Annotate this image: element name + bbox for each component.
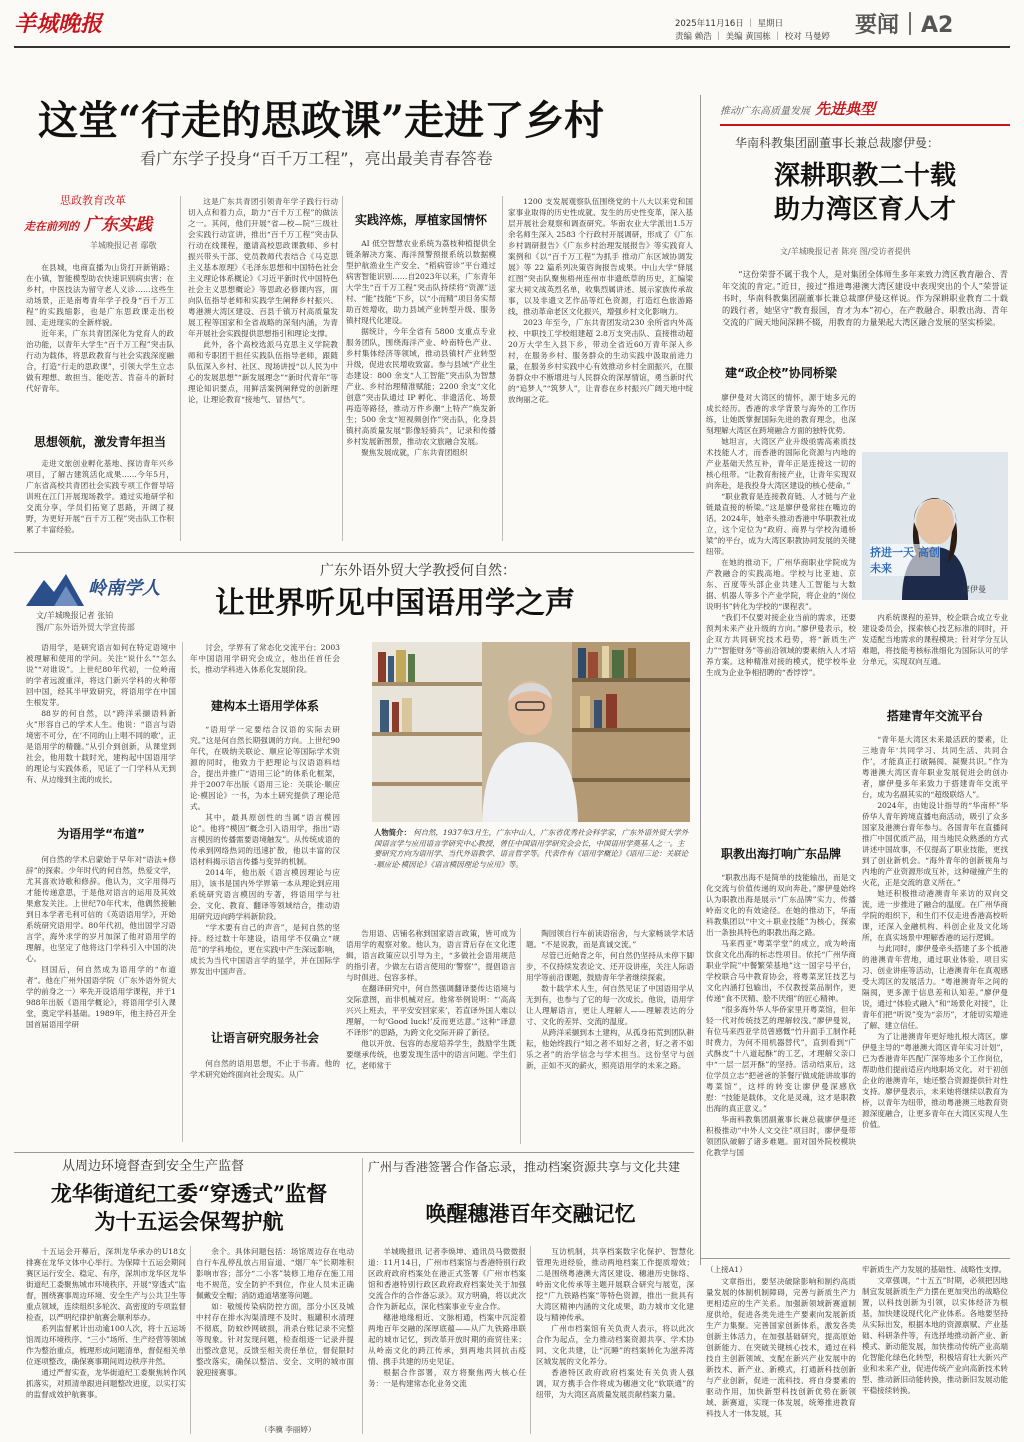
lingnan-paragraph: 告用语、店铺名称到国家语言政策，皆可成为语用学的观察对象。他认为，语言背后存在文化逻辑，语言政策应以引导为主，“多做社会语用规范的指引者，少做左右语言使用的‘警察’”，提倡语言与时俱进、包容多样。	[346, 929, 516, 982]
lingnan-col2-mid	[190, 724, 340, 1024]
bookshelf-illustration	[372, 642, 690, 822]
lead-col2	[188, 196, 338, 541]
feature-paragraph: 与此同时，廖伊曼牵头搭建了多个抵港的港澳青年营地，通过职业体验、项目实习、创业讲座等活动，让港澳青年在真观感受大湾区的发展活力。“粤港澳青年之间的隔阂，更多源于信息差和认知差。”廖伊曼说，通过“体验式融入”和“场景化对接”，让青年们把“听说”变为“亲历”，才能切实增进了解、建立信任。	[862, 944, 1008, 1030]
story-right-paragraph: 香港特区政府政府档案处有关负责人强调，双方携手合作将成为穗港文化“软联通”的纽带，为大湾区高质量发展贡献档案力量。	[536, 1368, 694, 1399]
feature-paragraph: 她还积极推动港澳青年来访的双向交流，进一步推进了融合的温度。在广州华商学院的组织下，和生们不仅走进香港高校听课，还深入金融机构、科创企业及文化场所，在真实场景中理解香港的运行逻辑。	[862, 889, 1008, 942]
story-right-paragraph: 根据合作部署，双方将聚焦两大核心任务：一是构建常态化业务交流	[368, 1368, 526, 1388]
lingnan-paragraph: 回国后，何自然成为语用学的“布道者”。他在广州外国语学院（广东外语外贸大学的前身之一）率先开设语用学课程，并于1988年出版《语用学概论》，将语用学引入课堂，奠定学科基础。1989年，他主持召开全国首届语用学研	[26, 965, 176, 1029]
feature-kicker-small: 推动广东高质量发展	[720, 106, 810, 117]
portrait-illustration	[862, 452, 1008, 600]
story-left-paragraph: 如：敬缓传染病防控方面，部分小区及城中村存在排水沟渠清理不及时、瓶罐积水清理不彻底，防蚊纱网破损，消杀台账记录不完整等现象。针对发现问题，检查组逐一记录并提出整改意见，反馈至相关责任单位，督促限时整改落实，确保以整洁、安全、文明的城市面貌迎接赛事。	[196, 1302, 354, 1377]
story-left-paragraph: 余个。具体问题包括：场馆周边存在电动自行车乱停乱放占用盲道、“烟厂车”长期堆积影响市容；部分“二小客”装修工地存在施工用电不规范，安全防护不到位，作业人员未正确佩戴安全帽；消防通道堵塞等问题。	[196, 1247, 354, 1300]
story-left-title-2: 为十五运会保驾护航	[94, 1209, 284, 1234]
story-left-title-1: 龙华街道纪工委“穿透式”监督	[50, 1181, 328, 1206]
lead-paragraph: 在县城，电商直播为山货打开新销路；在小镇，智能模型助农快速识别病虫害；在乡村，中医技法为留守老人义诊……这些生动场景，正是南粤青年学子投身“百千万工程”的实践缩影，也是广东思政课走出校园、走进现实的全新样貌。	[26, 263, 174, 327]
story-right-paragraph: 羊城晚报讯 记者李焕坤、通讯员马微微报道：11月14日，广州市档案馆与香港特别行政区政府政府档案处在港正式签署《广州市档案馆和香港特别行政区政府政府档案处关于加强交流合作的合作备忘录》。双方明确，将以此次合作为新起点，深化档案事业专业合作。	[368, 1247, 526, 1311]
lead-column-text-1: 走在前列的	[24, 220, 79, 233]
lead-column-text-2: 广东实践	[84, 215, 153, 235]
feature-paragraph: 为了让港澳青年更好地扎根大湾区，廖伊曼主导的“粤港澳大湾区青年实习计划”，已为香港青年匹配广深等地多个工作岗位，帮助他们提前适应内地职场文化。对于初创企业的港澳青年，她还整合资源提供针对性支持。廖伊曼表示，未来她将继续以教育为桥，以青年为纽带，推动粤港澳三地教育资源深度融合，让更多青年在大湾区实现人生价值。	[862, 1032, 1008, 1129]
story-left-signature: （李骥 李丽婷）	[260, 1425, 316, 1434]
story-right-paragraph: 穗港地缘相近、文脉相通，档案中沉淀着两地百年交融的深厚底蕴——从广九铁路串联起的城市记忆，到改革开放时期的商贸往来；从岭南文化的跨江传承，到两地共同抗击疫情、携手共建的历史见证。	[368, 1313, 526, 1366]
lingnan-headline: 让世界听见中国语用学之声	[215, 586, 575, 621]
feature-divider	[700, 95, 701, 1265]
masthead-meta	[675, 18, 835, 44]
section-label: 要闻｜A2	[855, 13, 954, 38]
story-left-paragraph: 通过严督实查，龙华街道纪工委聚焦转作风抓落实，对照清单跟进问题整改进度，以实打实的监督成效护航赛事。	[26, 1368, 186, 1399]
lead-paragraph: 2023 年至今，广东共青团发动230 余所省内外高校、中职技工学校组建超 2.8万支突击队、直接推动超 20万大学生入县下乡，带动全省近60万青年深入乡村，在服务乡村、服务群众的生动实践中汲取前进力量，在服务乡村实践中心有效推动乡村全面振兴，在服务群众中不断增进与人民群众的深厚情谊，勇当新时代的“追梦人”“筑梦人”，让青春在乡村振兴广阔天地中绽放绚丽之花。	[508, 318, 693, 404]
column-divider	[180, 196, 181, 541]
story-left-paragraph: 十五运会开幕后，深圳龙华承办的U18女排赛在龙华文体中心举行。为保障十五运会期间赛区运行安全、稳定、有序，深圳市龙华区龙华街道纪工委聚焦城市环境秩序、开展“穿透式”监督，围绕赛事周边环境、安全生产与公共卫生等重点领域，连续组织多轮次、高密度的专项监督检查，以严明纪律护航赛会顺利举办。	[26, 1247, 186, 1322]
editor-credits: 责编 赖浩 ｜ 美编 黄国栋 ｜ 校对 马曼婷	[675, 32, 830, 42]
continued-paragraph: 牢新质生产力发展的基础性、战略性支撑。	[862, 1265, 1007, 1274]
lead-column-badge	[24, 210, 184, 235]
feature-byline: 文/羊城晚报记者 陈亮 图/受访者提供	[780, 247, 911, 256]
lingnan-column-title: 岭南学人	[88, 578, 160, 599]
story-right-paragraph: 互访机制，共享档案数字化保护、智慧化管理先进经验，推动两地档案工作提质增效；二是围绕粤港澳大湾区建设、穗港历史脉络、岭南文化传承等主题开展联合研究与展览，深挖“广九铁路档案”等特色资源，推出一批具有大湾区精神内涵的文化成果，助力城市文化建设与精神传承。	[536, 1247, 694, 1322]
feature-paragraph: 华南科教集团副董事长兼总裁廖伊曼还积极推动“中外人文交往”项目时，廖伊曼带领团队破解了诸多难题。面对国外院校模块化教学与国	[706, 1115, 856, 1157]
feature-paragraph: “青年是大湾区未来最活跃的要素，让三地青年‘共同学习、共同生活、共同合作’，才能真正打破隔阂、凝聚共识。”作为粤港澳大湾区青年职业发展促进会的创办者，廖伊曼多年来致力于搭建青年交流平台，成为名副其实的“超级联络人”。	[862, 735, 1008, 799]
lingnan-col2-top	[190, 642, 340, 692]
lingnan-paragraph: 他以开放、包容的态度培养学生，鼓励学生既要继承传统，也要发现生活中的语言问题。学生们忆，老师常于	[346, 1039, 516, 1070]
feature-col1-bottom	[706, 872, 856, 1252]
column-divider	[520, 928, 521, 1144]
masthead-rule	[14, 46, 1010, 48]
feature-paragraph: 她坦言，大湾区产业升级亟需高素质技术技能人才，而香港的国际化资源与内地的产业基础天然互补，青年正是连接这一切的核心纽带。“让教育衔接产业，让青年实现双向奔赴，是我投身大湾区建设的核心使命。”	[706, 437, 856, 490]
lingnan-subhead-2: 建构本土语用学体系	[210, 699, 319, 713]
lingnan-paragraph: 讨会，学界有了常态化交流平台；2003年中国语用学研究会成立，他出任首任会长，推动学科进入体系化发展阶段。	[190, 643, 340, 674]
feature-paragraph: “职教出海不是简单的技能输出，而是文化交流与价值传递的双向奔赴。”廖伊曼始终认为职教出海是展示“广东品牌”实力、传播岭南文化的有效途径。在她的推动下，华南科教集团以“中文＋职业技能”为核心，探索出一条独具特色的职教出海之路。	[706, 873, 856, 937]
lingnan-paragraph: 何自然的语用思想，不止于书斋。他的学术研究始终面向社会现实。从广	[190, 1059, 340, 1079]
feature-paragraph: “职业教育是连接教育链、人才链与产业链最直接的桥梁。”这是廖伊曼常挂在嘴边的话。2024年，她牵头推动香港中华职教社成立，这个定位为“政府、商界与学校沟通桥梁”的平台，成为大湾区职教协同发展的关键纽带。	[706, 492, 856, 556]
lingnan-paragraph: 在翻译研究中，何自然强调翻译要传达语境与交际意图，而非机械对应。他常举例说明：“‘高高兴兴上班去，平平安安回家来’，若直译外国人难以理解，一句‘Good luck!’反而更达意。”这种“译意不译形”的思路，为跨文化交际开辟了新径。	[346, 984, 516, 1037]
scholar-photo	[372, 642, 690, 822]
profile-text: 何自然，1937年3月生，广东中山人，广东省优秀社会科学家，广东外语外贸大学外国语言学与应用语言学研究中心教授，曾任中国语用学研究会会长，中国语用学奠基人之一。主要研究方向为语用学、当代外语教学、语言哲学等。代表作有《语用学概论》《语用三论：关联论·顺应论·模因论》《语言模因理论与应用》等。	[374, 828, 689, 869]
lead-paragraph: 据统计，今年全省有 5800 支重点专业服务团队，围绕海洋产业、岭南特色产业、乡村集体经济等领域，推动县镇村产业转型升级，促进农民增收致富。参与县域“产业生态建设：800 余支“人工智能”突击队为智慧产业、乡村治理精准赋能；2200 余支“文化创意”突击队通过 IP 孵化、非遗活化、场景再造等路径，推动万件乡潮“上特产”焕发新生；500 余支“短视频创作”突击队，化身县镇村高质量发展“影像轻骑兵”，记录和传播乡村发展新图景，推动农文旅融合发展。	[346, 327, 496, 446]
lead-paragraph: 这是广东共青团引领青年学子践行行动切入点和着力点，助力“百千万工程”的做法之一。其间，他们开展“省—校—院”三级社会实践行动宣讲，推出“百千万工程”突击队行动在线课程，邀请高校思政课教师、乡村振兴带头干部、党员教师代表结合《马克思主义基本原理》《毛泽东思想和中国特色社会主义理论体系概论》《习近平新时代中国特色社会主义思想概论》等思政必修课内容，面向队伍指导老师和实践学生阐释乡村振兴、粤港澳大湾区建设、百县千镇万村高质量发展工程等国家和全省战略的深刻内涵，为青年开展社会实践提供思想指引和理论支撑。	[188, 197, 338, 338]
lingnan-col3	[346, 928, 516, 1144]
lingnan-pretitle: 广东外语外贸大学教授何自然：	[320, 563, 516, 579]
photo-caption: 廖伊曼	[962, 585, 986, 594]
continued-col1	[706, 1276, 856, 1434]
feature-paragraph: 内系统课程的差异，校企联合成立专业建设委员会，探索核心技艺标准的同时，开发适配当地需求的课程模块；针对学分互认难题，将技能考核标准细化为国际认可的学分单元，实现双向互通。	[862, 613, 1008, 666]
lead-column-small: 思政教育改革	[60, 194, 126, 207]
story-right-title: 唤醒穗港百年交融记忆	[425, 1201, 636, 1226]
lingnan-subhead-1: 为语用学“布道”	[57, 827, 145, 841]
feature-intro	[722, 268, 1008, 356]
lingnan-paragraph: “学术要有自己的声音”，是何自然的坚持。经过数十年建设，语用学不仅确立“规范”的学科地位，更在实践中产生深远影响，成长为当代中国语言学的显学，并在国际学界发出中国声音。	[190, 923, 340, 976]
feature-subhead-1: 建“政企校”协同桥梁	[725, 366, 837, 380]
newspaper-logo: 羊城晚报	[14, 11, 103, 37]
story-left-col1	[26, 1246, 186, 1434]
lingnan-paragraph: 陶园领自行车前读语宿舍，与大家畅谈学术话题。“不是说教，而是真诚交流。”	[526, 929, 694, 949]
portrait-photo	[862, 452, 1008, 600]
lead-paragraph: 走进文旅创业孵化基地、探访青年兴乡项目，了解古建筑活化成果……今年5月，广东省高校共青团社会实践专项工作督导培训班在江门开展现场教学。通过实地研学和交流分享，学员们拓宽了思路，开阔了视野，为更好开展“百千万工程”突击队工作积累了丰富经验。	[26, 459, 174, 534]
lead-paragraph: 此外，各个高校选派马克思主义学院教师和专职团干担任实践队伍指导老师，跟随队伍深入乡村、社区、现场讲授“以人民为中心的发展思想”“新发展理念”“新时代青年”等理论知识要点，用鲜活案例阐释党的创新理论，让理论教育“接地气、冒热气”。	[188, 340, 338, 404]
issue-date: 2025年11月16日 ｜ 星期日	[675, 19, 784, 29]
lingnan-col1-top	[26, 642, 176, 812]
feature-paragraph: “很多海外华人华侨家里开粤菜馆，但年轻一代对传统技艺的理解较浅。”廖伊曼说，有位马来西亚学员曾感慨“竹升面手工制作耗时费力，为何不用机器替代”，直到看到“广式酥皮”十八道起酥”的工艺，才理解父亲口中“一层一层开酥”的坚持。活动结束后，这位学员立志“把爸爸的茶餐厅做成能讲故事的粤菜馆”，这样的转变让廖伊曼深感欣慰：“技能是载体，文化是灵魂，这才是职教出海的真正意义。”	[706, 1005, 856, 1113]
feature-kicker	[720, 98, 1010, 124]
feature-subhead-2: 职教出海打响广东品牌	[720, 847, 841, 861]
lingnan-col4	[526, 928, 694, 1144]
feature-subhead-3: 搭建青年交流平台	[886, 709, 983, 723]
lingnan-paragraph: “语用学一定要结合汉语的实际去研究。”这是何自然长期强调的方向。上世纪90年代，在吸纳关联论、顺应论等国际学术资源的同时，他致力于把理论与汉语语料结合，提出并推广“语用三论”的体系化框架，并于2007年出版《语用三论：关联论·顺应论·模因论》一书，为本土研究提供了理论范式。	[190, 725, 340, 811]
lead-byline: 羊城晚报记者 鄢敬	[90, 241, 157, 250]
lead-col4	[508, 196, 693, 541]
photo-banner-text: 挤进一天 高创未来	[870, 546, 940, 575]
story-right-col2	[536, 1246, 694, 1434]
story-right-paragraph: 广州市档案馆有关负责人表示，将以此次合作为起点，全力推动档案资源共享、学术协同、文化共建，让“沉睡”的档案转化为滋养湾区城发展的文化养分。	[536, 1324, 694, 1366]
column-divider	[182, 642, 183, 1142]
lead-col1-bottom	[26, 458, 174, 538]
feature-paragraph: 在她的推动下，广州华商职业学院成为产教融合的实践高地。学校与比亚迪、京东、百度等头部企业共建人工智能与大数据、机器人等多个产业学院，将企业的“岗位说明书”转化为学校的“课程表”。	[706, 558, 856, 611]
lingnan-paragraph: 其中，最具原创性的当属“语言模因论”。他将“模因”概念引入语用学，指出“语言模因的传播需要语境触发”。从传统成语的传承到网络热词的迅速扩散，他以丰富的汉语材料揭示语言传播与变异的机制。	[190, 813, 340, 866]
section-rule	[14, 552, 694, 553]
story-right-kicker: 广州与香港签署合作备忘录，推动档案资源共享与文化共建	[368, 1160, 681, 1174]
feature-col2-bottom	[862, 734, 1008, 1254]
column-divider	[502, 196, 503, 541]
lingnan-byline-writer: 文/羊城晚报记者 张铂	[36, 611, 114, 620]
feature-paragraph: 2024年，由她设计指导的“华南杯”华侨华人青年跨境直播电商活动，吸引了众多国家及港澳台青年参与。各国青年在直播间推广中国优质产品，用当地民众熟悉的方式讲述中国故事，不仅提高了职业技能，更找到了创业新机会。“海外青年的创新视角与内地的产业资源形成互补，这种碰撞产生的火花，正是交流的意义所在。”	[862, 801, 1008, 887]
feature-paragraph: 廖伊曼对大湾区的情怀，源于她多元的成长经历。香港的求学背景与海外的工作历练，让她既掌握国际先进的教育理念，也深刻理解大湾区在跨境融合方面的独特优势。	[706, 393, 856, 435]
lead-paragraph: 聚焦发展成就，广东共青团组织	[361, 448, 468, 457]
feature-paragraph: 马来西亚“粤菜学堂”的成立，成为岭南饮食文化出海的标志性项目。依托“广州华商职业学院”中餐繁荣基地”这一国字号平台，学校联合马中教育协会，将粤菜烹饪技艺与文化内涵打包输出，不仅教授菜品制作，更传递“食不厌精、脍不厌细”的匠心精神。	[706, 939, 856, 1003]
lingnan-paragraph: 88岁的何自然，以“跨洋采撷语料新火”形容自己的学术人生。他说：“语言与语境密不可分，在‘不同的山上唱不同的歌’，正是语用学的精髓。”从引介到创新，从课堂到社会，他用数十载时光，建构起中国语用学的理论与实践体系，见证了一门学科从无到有、从边缘到主流的成长。	[26, 709, 176, 784]
scholar-profile	[374, 828, 690, 910]
lingnan-byline-photo: 图/广东外语外贸大学宣传部	[36, 623, 135, 632]
lead-headline: 这堂“行走的思政课”走进了乡村	[38, 97, 605, 144]
feature-paragraph: “这份荣誉不属于我个人，是对集团全体师生多年来致力湾区教育融合、青年交流的肯定。”近日，接过“推进粤港澳大湾区建设中表现突出的个人”荣誉证书时，华南科教集团副董事长兼总裁廖伊曼这样说。作为深耕职业教育二十载的践行者，她坚守“教育报国，育才为本”初心，在产教融合、职教出海、青年交流的广阔天地间深耕不辍，用教育的力量架起大湾区融合发展的坚实桥梁。	[722, 269, 1008, 327]
lead-col3	[346, 238, 496, 541]
lead-paragraph: 1200 支发展观察队伍围绕党的十八大以来党和国家事业取得的历史性成就、发生的历史性变革，深入基层开展社会观察和调查研究。华南农业大学派出1.5万余名师生深入 2583 个行政村开展调研，形成了《广东乡村调研报告》《广东乡村治理发展报告》等实践育人案例和《以“百千万工程”为抓手 推动广东区域协调发展》等 22 篇系列决策咨询报告成果。中山大学“驿展红图”突击队聚焦梧州连州市非遗纸草的历史，汇编梁家大祠文战英烈名单，收集烈属讲述、展示家族传承故事，以及非遗文艺作品等红色资源，打造红色旅游路线，推动革命老区文化振兴，增强乡村文化影响力。	[508, 197, 693, 316]
lingnan-paragraph: 数十载学术人生，何自然见证了中国语用学从无到有，也参与了它的每一次成长。他说，语用学让人理解语言，更让人理解人——理解表达的分寸、文化的差异、交流的温度。	[526, 984, 694, 1026]
lingnan-paragraph: 何自然的学术启蒙始于早年对“语法+修辞”的探索。少年时代的何自然，热爱文学，尤其喜欢诗歌和修辞。他认为，文字用得巧才能传递意思，于是他对语言的运用及其效果愈发关注。上世纪70年代末，他偶然接触到日本学者毛利可信的《英语语用学》，开始系统研究语用学。80年代初，他出国学习语言学，海外求学的岁月加深了他对语用学的理解，也坚定了他将这门学科引入中国的决心。	[26, 855, 176, 963]
section-rule	[14, 1152, 694, 1153]
lingnan-paragraph: 从跨洋采撷到本土建构，从孤身拓荒到团队耕耘，他始终践行“知之者不如好之者，好之者不如乐之者”的治学信念与学术担当。这份坚守与创新，正如不灭的薪火，照亮语用学的未来之路。	[526, 1028, 694, 1070]
feature-title-2: 助力湾区育人才	[773, 195, 956, 225]
feature-kicker-big: 先进典型	[815, 100, 876, 118]
lingnan-paragraph: 2014年，他出版《语言模因理论与应用》，该书是国内外学界第一本从理论到应用系统研究语言模因的专著，将语用学与社会、文化、教育、翻译等领域结合，推动语用研究迈向跨学科新阶段。	[190, 868, 340, 921]
story-left-paragraph: 系列监督累计出动逾100人次，将十五运场馆周边环境秩序、“三小”场所、生产经营等领域作为整治重点，梳理形成问题清单，督促相关单位逐项整改，确保赛事期间周边秩序井然。	[26, 1324, 186, 1366]
lingnan-subhead-3: 让语言研究服务社会	[210, 1031, 319, 1045]
story-left-col2	[196, 1246, 354, 1422]
lingnan-paragraph: 尽管已近鲐背之年，何自然仍坚持从未停下脚步，不仅持续发表论文、还开设讲座，关注人际语用学等前沿课题，鼓励青年学者继续探索。	[526, 951, 694, 982]
feature-paragraph: “我们不仅要对接企业当前的需求，还要预判未来产业升级的方向。”廖伊曼表示，校企双方共同研究技术趋势，将“新质生产力”“智能财务”等前沿领域的要素纳入人才培养方案。这种精准对接的模式，使学校毕业生成为企业争相招聘的“香饽饽”。	[706, 613, 856, 677]
column-divider	[530, 1246, 531, 1434]
story-right-col1	[368, 1246, 526, 1434]
lead-subhead-1: 思想领航，激发青年担当	[33, 435, 166, 449]
feature-pretitle: 华南科教集团副董事长兼总裁廖伊曼：	[735, 136, 940, 150]
lingnan-col2-bottom	[190, 1058, 340, 1144]
continued-col2	[862, 1264, 1008, 1434]
lingnan-col1-bottom	[26, 854, 176, 1144]
lead-subhead-2: 实践淬炼，厚植家国情怀	[354, 213, 487, 227]
story-left-kicker: 从周边环境督查到安全生产监督	[62, 1159, 245, 1174]
section-rule	[700, 1258, 1010, 1259]
lead-col1-top	[26, 262, 174, 432]
lead-paragraph: 近年来，广东共青团深化为党育人的政治功能，以青年大学生“百千万工程”突击队行动为载体，将思政教育与社会实践深度融合，打造“行走的思政课”，引领大学生立志做有理想、敢担当、能吃苦、肯奋斗的新时代好青年。	[26, 329, 174, 393]
feature-col2-top	[862, 612, 1008, 694]
lead-paragraph: AI 低空智慧农业系统为荔枝种植提供全链条解决方案、海洋预警预报系统以数据模型护航渔业生产安全、“稻病管诊”平台通过病害智能识别……自2023年以来，广东青年大学生“百千万工程”突击队持续将“资源”送村、“能”技能“下乡，以“小而精”项目务实帮助百姓增收，助力县域产业转型升级、服务镇村现代化建设。	[346, 239, 496, 325]
lead-subheadline: 看广东学子投身“百千万工程”，亮出最美青春答卷	[140, 149, 493, 168]
lingnan-column-badge	[26, 568, 176, 608]
continued-paragraph: 文章强调，“十五五”时期，必须把因地制宜发展新质生产力摆在更加突出的战略位置，以科技创新为引领，以实体经济为根基，加快建设现代化产业体系。各地要坚持从实际出发，根据本地的资源禀赋、产业基础、科研条件等，有选择地推动新产业、新模式、新动能发展，加快推动传统产业高端化智能化绿色化转型，积极培育壮大新兴产业和未来产业，促进传统产业向高新技术转型、推动新旧动能转换，推动新旧发展动能平稳接续转换。	[862, 1276, 1008, 1395]
continued-label: （上接A1）	[706, 1265, 747, 1274]
column-divider	[190, 1246, 191, 1434]
feature-title-1: 深耕职教二十载	[773, 161, 956, 191]
profile-label: 人物简介：	[374, 828, 411, 837]
continued-paragraph: 文章指出，要坚决破除影响和制约高质量发展的体制机制障碍，完善与新质生产力更相适应的生产关系。加强新领域新赛道制度供给，促进各类先进生产要素向发展新质生产力集聚。完善国家创新体系，激发各类创新主体活力，在加强基础研究，提高原始创新能力、在突破关键核心技术，通过在科技自主创新领域、支配在新兴产业发展中的新技术、新产业、新模式，打通新科技创新与产业创新，促进一流科技、将自身要素的驱动作用，加快新型科技创新优势在新领域、新赛道，实现一体发展，统筹推进教育科技人才一体发展，其	[706, 1277, 856, 1418]
lingnan-byline	[36, 610, 196, 634]
column-divider	[342, 196, 343, 541]
column-divider	[362, 1158, 363, 1434]
lingnan-paragraph: 语用学，是研究语言如何在特定语境中被理解和使用的学问。关注“说什么”“怎么说”“对谁说”。上世纪80年代初，一位岭南的学者远渡重洋，将这门新兴学科的火种带回中国，经其半甲致研究，将语用学在中国生根发芽。	[26, 643, 176, 707]
feature-kicker-rule	[720, 124, 1010, 126]
